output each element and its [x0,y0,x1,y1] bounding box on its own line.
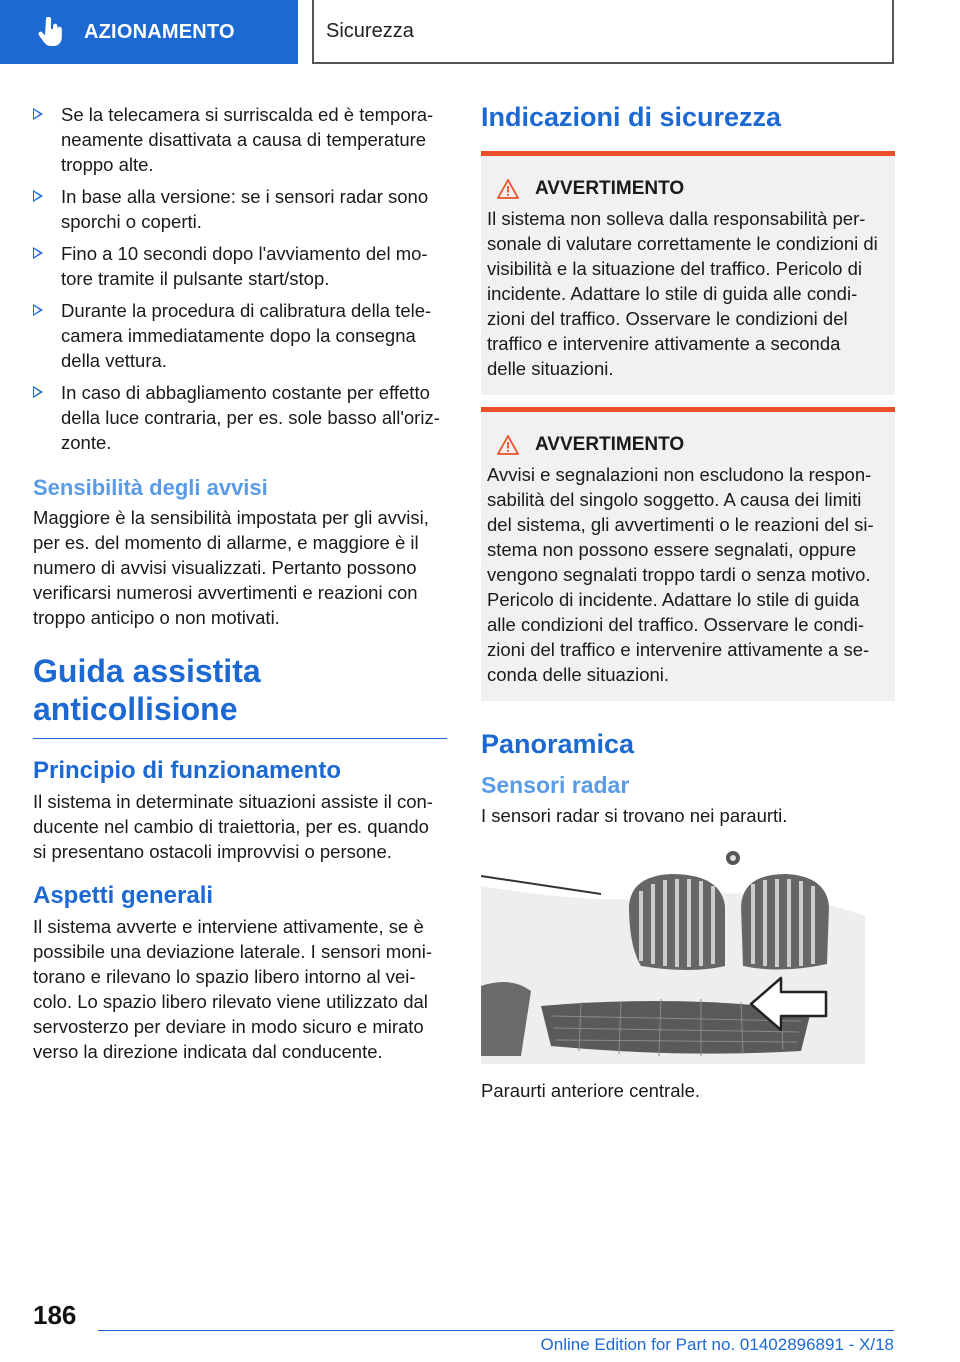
list-item [33,241,447,291]
hand-pointer-icon [38,17,64,47]
list-item [33,298,447,373]
warning-title [487,434,887,456]
radar-heading: Sensori radar [481,772,630,798]
list-item [33,184,447,234]
condition-list [33,102,447,455]
list-item [33,380,447,455]
warning-title [487,178,887,200]
sensitivity-heading: Sensibilità degli avvisi [33,475,268,500]
triangle-bullet-icon [33,247,43,259]
page-number: 186 [33,1300,77,1330]
overview-heading: Panoramica [481,729,635,759]
list-item-text: Se la telecamera si surriscalda ed è tempora- neamente disattivata a causa di temperature troppo alte. [61,104,434,175]
list-item-text: In caso di abbagliamento costante per effetto della luce contraria, per es. sole basso all'oriz- zonte. [61,382,440,453]
image-caption: Paraurti anteriore centrale. [481,1080,701,1101]
warning-title-text: AVVERTIMENTO [535,178,685,199]
triangle-bullet-icon [33,190,43,202]
warning-text: Avvisi e segnalazioni non escludono la respon- sabilità del singolo soggetto. A causa dei limiti del sistema, gli avvertimenti o le reazioni del si- stema non possono essere segnalati, oppure vengono segnalati troppo tardi o senza motivo. Pericolo di incidente. Adattare lo stile di guida alle condizioni del traffico. Osservare le condi- zioni del traffico e intervenire attivamente a se- conda delle situazioni. [487,464,874,685]
warning-triangle-icon [497,179,519,199]
sensitivity-text: Maggiore è la sensibilità impostata per gli avvisi, per es. del momento di allarme, e maggiore è il numero di avvisi visualizzati. Pertanto possono verificarsi numerosi avvertimenti e reazioni con troppo anticipo o non motivati. [33,507,429,628]
triangle-bullet-icon [33,108,43,120]
warning-triangle-icon [497,435,519,455]
triangle-bullet-icon [33,304,43,316]
right-column [481,102,895,1103]
chapter-tab[interactable] [0,0,298,64]
general-text: Il sistema avverte e interviene attivamente, se è possibile una deviazione laterale. I sensori moni- torano e rilevano lo spazio libero intorno al vei- colo. Lo spazio libero rilevato viene utilizzato dal servosterzo per deviare in modo sicuro e mirato verso la direzione indicata dal conducente. [33,916,432,1062]
warning-text: Il sistema non solleva dalla responsabilità per- sonale di valutare correttamente le condizioni di visibilità e la situazione del traffico. Pericolo di incidente. Adattare lo stile di guida alle condi- zioni del traffico. Osservare le condizioni del traffico e intervenire attivamente a seconda delle situazioni. [487,208,878,379]
list-item-text: Fino a 10 secondi dopo l'avviamento del mo- tore tramite il pulsante start/stop. [61,243,428,289]
section-title: Guida assistita anticollisione [33,652,447,739]
general-heading: Aspetti generali [33,882,214,909]
edition-text: Online Edition for Part no. 01402896891 - X/18 [540,1335,894,1354]
footer-divider [98,1330,894,1331]
front-bumper-image [481,846,865,1064]
list-item-text: In base alla versione: se i sensori radar sono sporchi o coperti. [61,186,429,232]
principle-heading: Principio di funzionamento [33,757,341,784]
warning-title-text: AVVERTIMENTO [535,434,685,455]
left-column [33,102,447,1064]
section-label: Sicurezza [326,19,414,42]
principle-text: Il sistema in determinate situazioni assiste il con- ducente nel cambio di traiettoria, per es. quando si presentano ostacoli improvvisi o persone. [33,791,433,862]
list-item [33,102,447,177]
radar-text: I sensori radar si trovano nei paraurti. [481,805,788,826]
list-item-text: Durante la procedura di calibratura della tele- camera immediatamente dopo la consegna della vettura. [61,300,432,371]
section-header [312,0,894,64]
warning-box [481,407,895,701]
warning-box [481,151,895,395]
triangle-bullet-icon [33,386,43,398]
safety-heading: Indicazioni di sicurezza [481,102,782,132]
chapter-label: AZIONAMENTO [84,20,235,43]
